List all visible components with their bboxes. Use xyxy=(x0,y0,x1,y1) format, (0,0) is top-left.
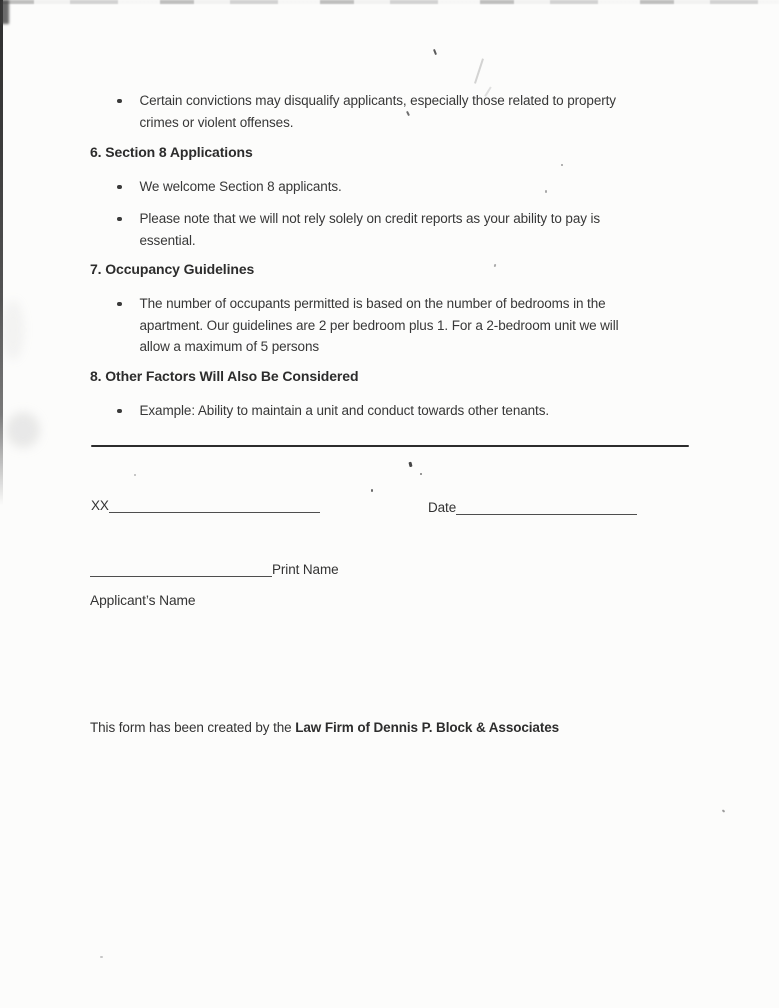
scan-speck xyxy=(371,489,373,492)
bullet-item xyxy=(91,208,600,251)
footer-credit xyxy=(90,720,559,735)
bullet-line: The number of occupants permitted is based on the number of bedrooms in the xyxy=(139,296,606,311)
scan-smudge xyxy=(2,300,24,360)
signature-x-label: XX xyxy=(91,498,109,513)
bullet-dot xyxy=(117,217,122,222)
scan-speck xyxy=(494,264,497,267)
bullet-dot xyxy=(117,409,122,414)
bullet-dot xyxy=(117,99,122,104)
bullet-line: crimes or violent offenses. xyxy=(139,114,294,130)
bullet-line: essential. xyxy=(139,232,196,248)
footer-credit-firm: Law Firm of Dennis P. Block & Associates xyxy=(295,720,560,735)
separator-rule xyxy=(91,445,689,447)
scan-speck xyxy=(134,474,136,476)
date-line xyxy=(456,500,637,515)
bullet-line: Please note that we will not rely solely on credit reports as your ability to pay is xyxy=(139,211,601,226)
bullet-item xyxy=(91,293,619,358)
section-heading-8: 8. Other Factors Will Also Be Considered xyxy=(90,368,359,384)
scan-speck xyxy=(420,473,422,475)
scan-speck xyxy=(722,809,726,812)
section-heading-6: 6. Section 8 Applications xyxy=(90,144,253,160)
bullet-item xyxy=(91,400,549,422)
bullet-line: We welcome Section 8 applicants. xyxy=(139,179,342,194)
scan-smudge xyxy=(6,412,40,448)
bullet-item xyxy=(91,176,342,198)
scan-corner-smudge xyxy=(0,0,9,24)
bullet-line: apartment. Our guidelines are 2 per bedroom plus 1. For a 2-bedroom unit we will xyxy=(139,317,619,333)
scan-speck xyxy=(561,164,563,166)
footer-credit-text: This form has been created by the xyxy=(90,720,296,735)
scan-speck xyxy=(408,462,412,467)
print-name-line xyxy=(90,562,272,577)
date-label: Date xyxy=(428,500,457,515)
bullet-item xyxy=(91,90,616,133)
scan-edge-left xyxy=(0,0,3,505)
bullet-dot xyxy=(117,302,122,307)
bullet-line: allow a maximum of 5 persons xyxy=(139,339,320,354)
bullet-line: Certain convictions may disqualify applicants, especially those related to property xyxy=(139,93,616,108)
scan-speck xyxy=(545,190,547,193)
print-name-row xyxy=(90,562,339,577)
applicant-name-label: Applicant’s Name xyxy=(90,593,196,608)
bullet-line: Example: Ability to maintain a unit and conduct towards other tenants. xyxy=(139,403,549,418)
scan-speck xyxy=(100,956,103,958)
signature-row xyxy=(91,498,320,513)
scan-edge-top xyxy=(0,0,779,4)
scan-speck xyxy=(433,49,437,55)
scan-crease xyxy=(474,58,483,83)
section-heading-7: 7. Occupancy Guidelines xyxy=(90,261,255,277)
signature-line xyxy=(109,498,320,513)
date-row xyxy=(428,500,637,515)
print-name-label: Print Name xyxy=(272,562,339,577)
bullet-dot xyxy=(117,185,122,190)
